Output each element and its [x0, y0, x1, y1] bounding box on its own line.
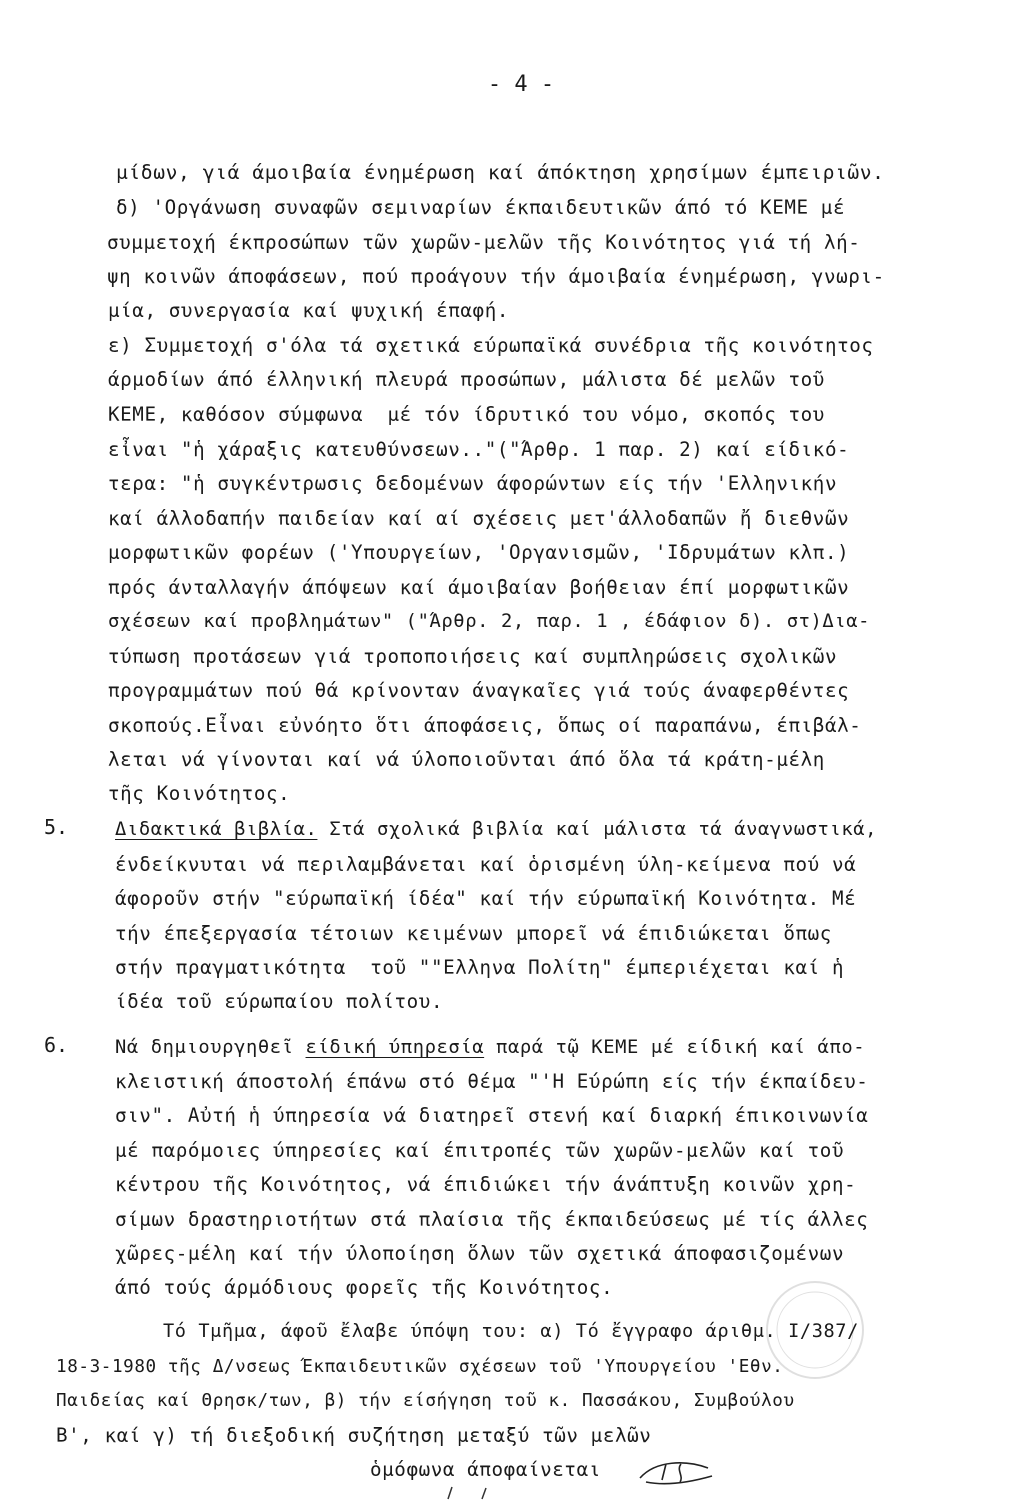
text-line: λεται νά γίνονται καί νά ύλοποιοῦνται άπό ὅλα τά κράτη-μέλη: [108, 748, 825, 771]
text-line: άρμοδίων άπό έλληνική πλευρά προσώπων, μάλιστα δέ μελῶν τοῦ: [108, 368, 825, 391]
text-line: καί άλλοδαπήν παιδείαν καί αί σχέσεις μετ'άλλοδαπῶν ἤ διεθνῶν: [108, 507, 850, 530]
text-line: σίμων δραστηριοτήτων στά πλαίσια τῆς έκπαιδεύσεως μέ τίς άλλες: [115, 1208, 869, 1231]
text-line: άπό τούς άρμόδιους φορεῖς τῆς Κοινότητος.: [115, 1276, 614, 1299]
text-line: ψη κοινῶν άποφάσεων, πού προάγουν τήν άμοιβαία ένημέρωση, γνωρι-: [107, 265, 885, 288]
text-line: κέντρου τῆς Κοινότητος, νά έπιδιώκει τήν άνάπτυξη κοινῶν χρη-: [115, 1173, 857, 1196]
text-line: Τό Τμῆμα, άφοῦ ἔλαβε ύπόψη του: α) Τό ἔγγραφο άριθμ. Ι/387/: [163, 1321, 859, 1342]
text-line: τερα: "ἡ συγκέντρωσις δεδομένων άφορώντων είς τήν 'Ελληνικήν: [108, 472, 838, 495]
item-6-prefix: Νά δημιουργηθεῖ: [115, 1037, 306, 1058]
text-line: 18-3-1980 τῆς Δ/νσεως Έκπαιδευτικῶν σχέσεων τοῦ 'Υπουργείου 'Εθν.: [56, 1357, 784, 1377]
text-line: [115, 1035, 865, 1061]
page-number: - 4 -: [487, 72, 555, 97]
item-number: 5.: [44, 815, 69, 839]
text-line: ίδέα τοῦ εύρωπαίου πολίτου.: [115, 990, 444, 1013]
text-line: σκοπούς.Εἶναι εὐνόητο ὅτι άποφάσεις, ὅπως οί παραπάνω, έπιβάλ-: [108, 714, 862, 737]
item-6-underlined: είδική ύπηρεσία: [305, 1037, 485, 1058]
text-line: δ) 'Οργάνωση συναφῶν σεμιναρίων έκπαιδευτικῶν άπό τό ΚΕΜΕ μέ: [116, 196, 846, 219]
text-line: ΚΕΜΕ, καθόσον σύμφωνα μέ τόν ίδρυτικό του νόμο, σκοπός του: [108, 403, 825, 426]
text-line: σχέσεων καί προβλημάτων" ("Άρθρ. 2, παρ. 1 , έδάφιον δ). στ)Δια-: [108, 611, 871, 632]
text-line: κλειστική άποστολή έπάνω στό θέμα "'Η Εύρώπη είς τήν έκπαίδευ-: [115, 1070, 869, 1093]
text-line: τύπωση προτάσεων γιά τροποποιήσεις καί συμπληρώσεις σχολικῶν: [108, 645, 838, 668]
text-line: τήν έπεξεργασία τέτοιων κειμένων μπορεῖ νά έπιδιώκεται ὅπως: [115, 922, 832, 945]
item-number: 6.: [44, 1033, 69, 1057]
text-line: μίδων, γιά άμοιβαία ένημέρωση καί άπόκτηση χρησίμων έμπειριῶν.: [116, 161, 885, 184]
decision-line: ὁμόφωνα άποφαίνεται: [370, 1458, 601, 1481]
item-5-title: Διδακτικά βιβλία.: [115, 819, 318, 840]
text-line: σιν". Αὐτή ἡ ύπηρεσία νά διατηρεῖ στενή καί διαρκή έπικοινωνία: [115, 1104, 869, 1127]
text-line: πρός άνταλλαγήν άπόψεων καί άμοιβαίαν βοήθειαν έπί μορφωτικῶν: [108, 576, 850, 599]
text-line: στήν πραγματικότητα τοῦ ""Ελληνα Πολίτη" έμπεριέχεται καί ἡ: [115, 956, 845, 979]
pen-stroke-icon: [440, 1485, 500, 1500]
text-line: μέ παρόμοιες ύπηρεσίες καί έπιτροπές τῶν χωρῶν-μελῶν καί τοῦ: [115, 1139, 845, 1162]
text-line: ε) Συμμετοχή σ'όλα τά σχετικά εύρωπαϊκά συνέδρια τῆς κοινότητος: [108, 334, 874, 357]
text-line: Παιδείας καί Θρησκ/των, β) τήν είσήγηση τοῦ κ. Πασσάκου, Συμβούλου: [56, 1391, 795, 1411]
text-line: [115, 817, 877, 843]
text-line: ένδείκνυται νά περιλαμβάνεται καί ὁρισμένη ύλη-κείμενα πού νά: [115, 853, 857, 876]
text-line: τῆς Κοινότητος.: [108, 782, 291, 805]
text-line: Β', καί γ) τή διεξοδική συζήτηση μεταξύ τῶν μελῶν: [56, 1424, 652, 1447]
text-line: μία, συνεργασία καί ψυχική έπαφή.: [108, 299, 510, 322]
item-5-first-line: Στά σχολικά βιβλία καί μάλιστα τά άναγνωστικά,: [317, 819, 878, 840]
text-line: προγραμμάτων πού θά κρίνονταν άναγκαῖες γιά τούς άναφερθέντες: [108, 679, 850, 702]
item-6-first-line: παρά τῷ ΚΕΜΕ μέ είδική καί άπο-: [484, 1037, 866, 1058]
handwritten-mark-icon: [636, 1458, 716, 1488]
text-line: συμμετοχή έκπροσώπων τῶν χωρῶν-μελῶν τῆς Κοινότητος γιά τή λή-: [107, 231, 861, 254]
text-line: εἶναι "ἡ χάραξις κατευθύνσεων.."("Άρθρ. 1 παρ. 2) καί είδικό-: [108, 438, 850, 461]
text-line: άφοροῦν στήν "εύρωπαϊκή ίδέα" καί τήν εύρωπαϊκή Κοινότητα. Μέ: [115, 887, 857, 910]
text-line: χῶρες-μέλη καί τήν ύλοποίηση ὅλων τῶν σχετικά άποφασιζομένων: [115, 1242, 845, 1265]
text-line: μορφωτικῶν φορέων ('Υπουργείων, 'Οργανισμῶν, 'Ιδρυμάτων κλπ.): [108, 541, 850, 564]
